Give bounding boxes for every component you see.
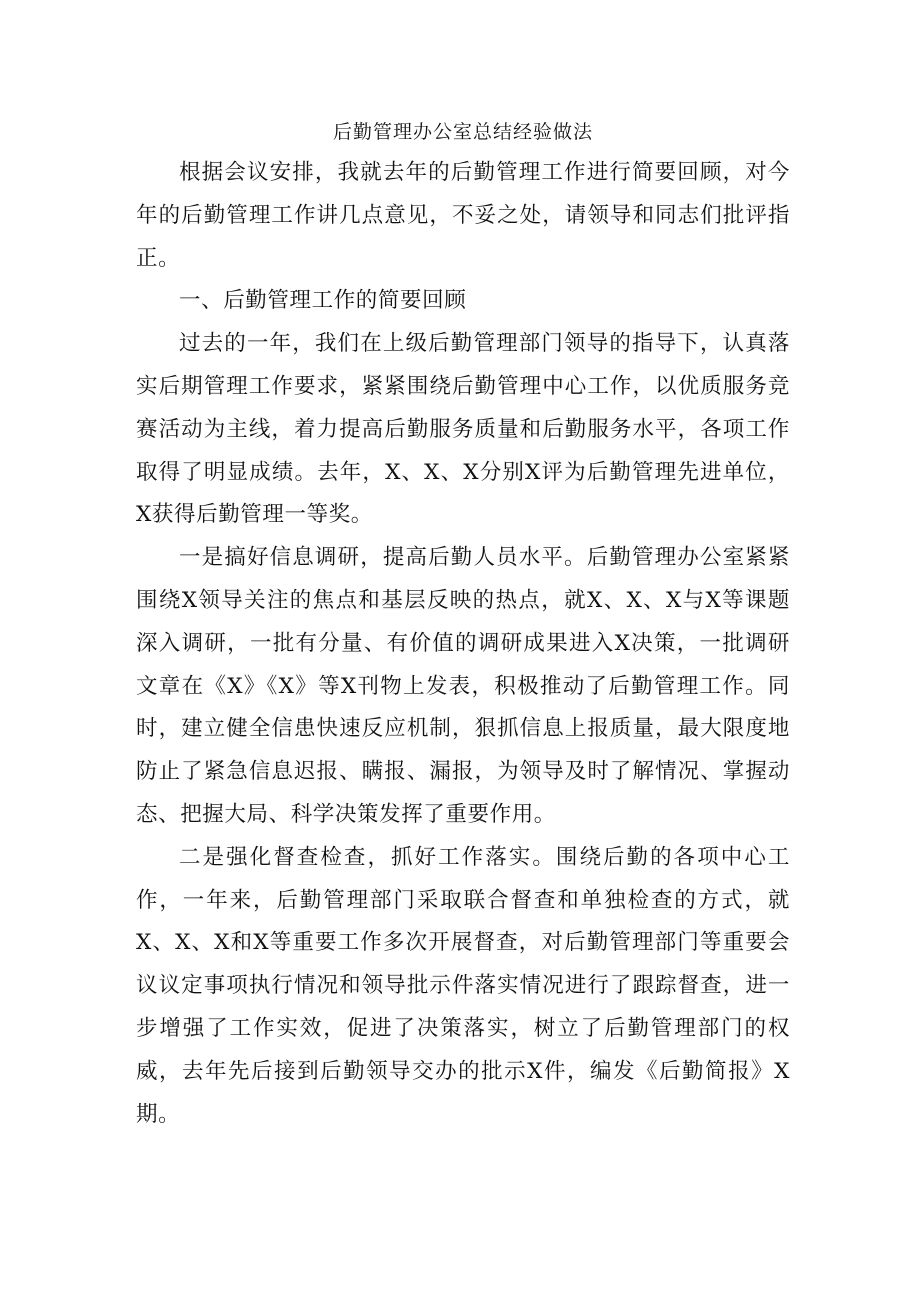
body-paragraph-review: 过去的一年，我们在上级后勤管理部门领导的指导下，认真落实后期管理工作要求，紧紧围绕后勤管理中心工作，以优质服务竞赛活动为主线，着力提高后勤服务质量和后勤服务水平，各项工作取得了明显成绩。去年，X、X、X分别X评为后勤管理先进单位，X获得后勤管理一等奖。 — [136, 331, 790, 528]
body-paragraph-supervision: 二是强化督查检查，抓好工作落实。围绕后勤的各项中心工作，一年来，后勤管理部门采取联合督查和单独检查的方式，就X、X、X和X等重要工作多次开展督查，对后勤管理部门等重要会议议定事项执行情况和领导批示件落实情况进行了跟踪督查，进一步增强了工作实效，促进了决策落实，树立了后勤管理部门的权威，去年先后接到后勤领导交办的批示X件，编发《后勤简报》X期。 — [136, 844, 790, 1127]
document-page — [136, 112, 790, 1136]
document-title: 后勤管理办公室总结经验做法 — [332, 121, 593, 143]
body-paragraph-research: 一是搞好信息调研，提高后勤人员水平。后勤管理办公室紧紧围绕X领导关注的焦点和基层反映的热点，就X、X、X与X等课题深入调研，一批有分量、有价值的调研成果进入X决策，一批调研文章在《X》《X》等X刊物上发表，积极推动了后勤管理工作。同时，建立健全信患快速反应机制，狠抓信息上报质量，最大限度地防止了紧急信息迟报、瞒报、漏报，为领导及时了解情况、掌握动态、把握大局、科学决策发挥了重要作用。 — [136, 545, 790, 827]
section-heading: 一、后勤管理工作的简要回顾 — [179, 288, 467, 314]
intro-paragraph: 根据会议安排，我就去年的后勤管理工作进行简要回顾，对今年的后勤管理工作讲几点意见，不妥之处，请领导和同志们批评指正。 — [136, 160, 790, 271]
